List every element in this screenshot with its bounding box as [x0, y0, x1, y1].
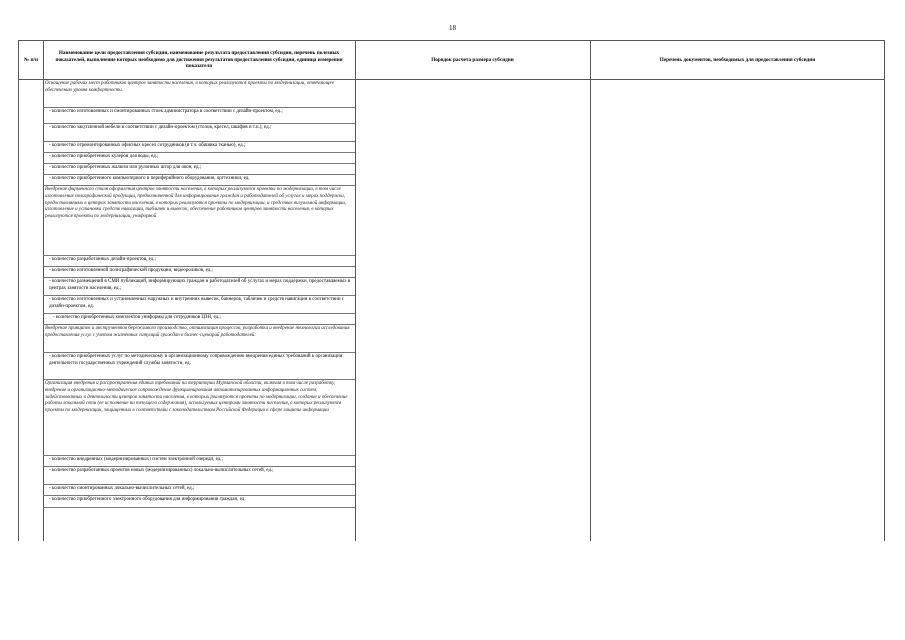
list-item: - количество приобретенных кулеров для воды, ед.; [43, 153, 355, 164]
list-item: - количество приобретенных услуг по методическому и организационному сопровождению внедрения единых требований к организации деятельности государственных учреждений службы занятости, ед. [43, 353, 355, 380]
list-item: - количество приобретенного компьютерного и периферийного оборудования, оргтехники, ед. [43, 175, 355, 186]
header-calc: Порядок расчета размера субсидии [431, 56, 514, 63]
column-divider [590, 41, 591, 541]
list-item: - количество изготовленных и установленных наружных и внутренних вывесок, баннеров, табличек и средств навигации в соответствии с дизайн-проектом, ед. [43, 296, 355, 314]
list-item: - количество смонтированных локально-вычислительных сетей, ед.; [43, 485, 355, 496]
group-row: Внедрение фирменного стиля оформления центров занятости населения, в которых реализуются проекты по модернизации, в том числе изготовление полиграфической продукции, предназначенной для информирования граждан и работодателей об услугах и мерах поддержки, предоставляемых в центрах занятости населения, в которых реализуются проекты по модернизации, и средствах визуальной информации, изготовление и установка средств навигации, табличек и вывесок, обеспечение работников центров занятости населения, в которых реализуются проекты по модернизации, униформой [43, 186, 355, 256]
page-number: 18 [449, 24, 456, 32]
list-item: - количество размещений в СМИ публикаций, информирующих граждан и работодателей об услугах и мерах поддержки, предоставляемых в центрах занятости населения, ед.; [43, 278, 355, 296]
header-number: № п/п [24, 56, 38, 63]
list-item: - количество закупленной мебели в соответствии с дизайн-проектом (столов, кресел, шкафов и т.п.), ед.; [43, 124, 355, 142]
table-right-border [884, 41, 885, 541]
list-item: - количество отремонтированных офисных кресел сотрудников (в т.ч. обшивка тканью), ед.; [43, 142, 355, 153]
list-item: - количество разработанных дизайн-проектов, ед.; [43, 256, 355, 267]
group-row: Организация внедрения и распространения единых требований на территории Мурманской области, включая в том числе разработку, внедрение и организационно-методическое сопровождение функционирования автоматизированных информационных систем, задействованных в деятельности центров занятости населения, в которых реализуются проекты по модернизации, создание и обеспечение работы локальной сети (ее исполнение на текущего содержания), используемых центрами занятости населения, в которых реализуются проекты по модернизации, защищенных в соответствии с законодательством Российской Федерации в сфере защиты информации [43, 380, 355, 456]
group-row: Оснащение рабочих мест работников центров занятости населения, в которых реализуются проекты по модернизации, отвечающее обеспечению уровня комфортности. [43, 80, 355, 108]
list-item: - количество внедренных (модернизированных) систем электронной очереди, ед.; [43, 456, 355, 467]
header-name: Наименование цели предоставления субсидии, наименование результата предоставления субсидии, перечень полезных показателей, выполнение которых необходимо для достижения результатов предоставления субсидии, единица измерения показателя [55, 49, 343, 70]
subsidy-table [18, 40, 885, 541]
header-docs: Перечень документов, необходимых для предоставления субсидии [659, 56, 816, 63]
name-column [43, 80, 355, 508]
list-item: - количество приобретенных комплектов униформы для сотрудников ЦЗН, ед.; [43, 314, 355, 325]
list-item: - количество приобретенного электронного оборудования для информирования граждан, ед. [43, 496, 355, 508]
list-item: - количество приобретенных жалюзи или рулонных штор для окон, ед.; [43, 164, 355, 175]
column-divider [355, 41, 356, 541]
list-item: - количество изготовленной полиграфической продукции, видеороликов, ед.; [43, 267, 355, 278]
list-item: - количество разработанных проектов новых (модернизированных) локально-вычислительных сетей, ед.; [43, 467, 355, 485]
list-item: - количество изготовленных и смонтированных стоек администратора в соответствии с дизайн-проектом, ед.; [43, 108, 355, 124]
group-row: Внедрение принципов и инструментов бережливого производства, оптимизация процессов, разработка и внедрение технологии исследования предоставления услуг с учетом жизненных ситуаций граждан в бизнес-сценарий работодателей: [43, 325, 355, 353]
